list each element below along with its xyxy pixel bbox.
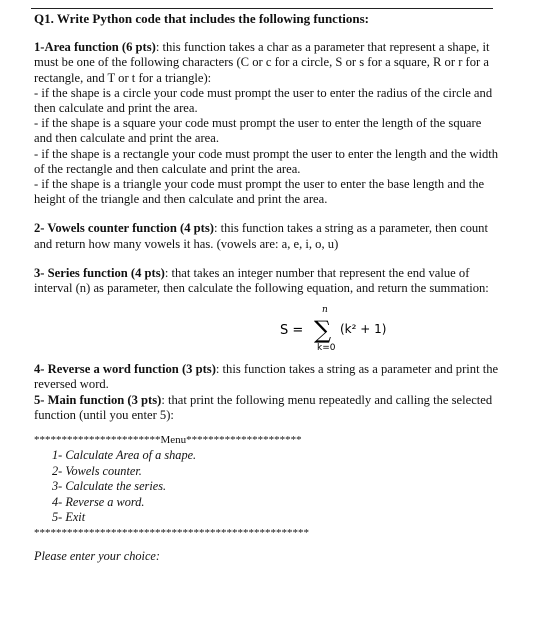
menu-item-series: 3- Calculate the series. bbox=[52, 479, 167, 494]
triangle-bullet: - if the shape is a triangle your code must prompt the user to enter the base length and the height of the triangle and then calculate and print the area. bbox=[34, 177, 485, 207]
area-function-section bbox=[34, 40, 500, 207]
document-page bbox=[34, 11, 500, 564]
sample-menu bbox=[34, 433, 500, 564]
circle-bullet: - if the shape is a circle your code must prompt the user to enter the radius of the circle and then calculate and print the area. bbox=[34, 85, 493, 116]
series-function-section bbox=[34, 266, 500, 296]
sum-lhs: S = bbox=[280, 323, 304, 339]
reverse-function-heading: 4- Reverse a word function (3 pts) bbox=[34, 362, 216, 377]
rectangle-bullet: - if the shape is a rectangle your code must prompt the user to enter the length and the width of the rectangle and then calculate and print the area. bbox=[34, 146, 499, 176]
reverse-function-description: : this function takes a string as a parameter and print the reversed word. bbox=[34, 362, 499, 392]
reverse-function-section bbox=[34, 362, 500, 392]
menu-item-reverse: 4- Reverse a word. bbox=[52, 494, 145, 509]
sum-upper-limit: n bbox=[322, 305, 328, 316]
main-function-heading: 5- Main function (3 pts) bbox=[34, 392, 162, 407]
sum-term: (k² + 1) bbox=[340, 322, 387, 337]
top-rule bbox=[31, 8, 493, 9]
choice-prompt: Please enter your choice: bbox=[34, 548, 160, 563]
area-function-description: : this function takes a char as a parameter that represent a shape, it must be one of the following characters (C or c for a circle, S or s for a square, R or r for a rectangle, and T or t for a triangle): bbox=[34, 40, 490, 85]
series-formula bbox=[34, 302, 500, 354]
vowels-function-section bbox=[34, 221, 500, 251]
menu-bottom-border: ************************************************** bbox=[34, 526, 309, 539]
sigma-symbol: ∑ bbox=[314, 316, 332, 345]
menu-item-area: 1- Calculate Area of a shape. bbox=[52, 448, 197, 463]
main-function-description: : that print the following menu repeatedly and calling the selected function (until you enter 5): bbox=[34, 392, 493, 422]
area-function-heading: 1-Area function (6 pts) bbox=[34, 40, 156, 55]
main-function-section bbox=[34, 393, 500, 423]
sum-lower-limit: k=0 bbox=[317, 343, 336, 354]
summation-equation bbox=[204, 302, 387, 354]
series-function-description: : that takes an integer number that represent the end value of interval (n) as parameter, then calculate the following equation, and return the summation: bbox=[34, 265, 489, 296]
vowels-function-heading: 2- Vowels counter function (4 pts) bbox=[34, 221, 214, 236]
series-function-heading: 3- Series function (4 pts) bbox=[34, 265, 165, 280]
menu-item-exit: 5- Exit bbox=[52, 510, 86, 525]
menu-top-border: ***********************Menu********************* bbox=[34, 434, 302, 447]
question-title: Q1. Write Python code that includes the following functions: bbox=[34, 11, 370, 26]
vowels-function-description: : this function takes a string as a parameter, then count and return how many vowels it has. (vowels are: a, e, i, o, u) bbox=[34, 221, 488, 251]
menu-item-vowels: 2- Vowels counter. bbox=[52, 463, 142, 478]
square-bullet: - if the shape is a square your code must prompt the user to enter the length of the square and then calculate and print the area. bbox=[34, 116, 482, 146]
